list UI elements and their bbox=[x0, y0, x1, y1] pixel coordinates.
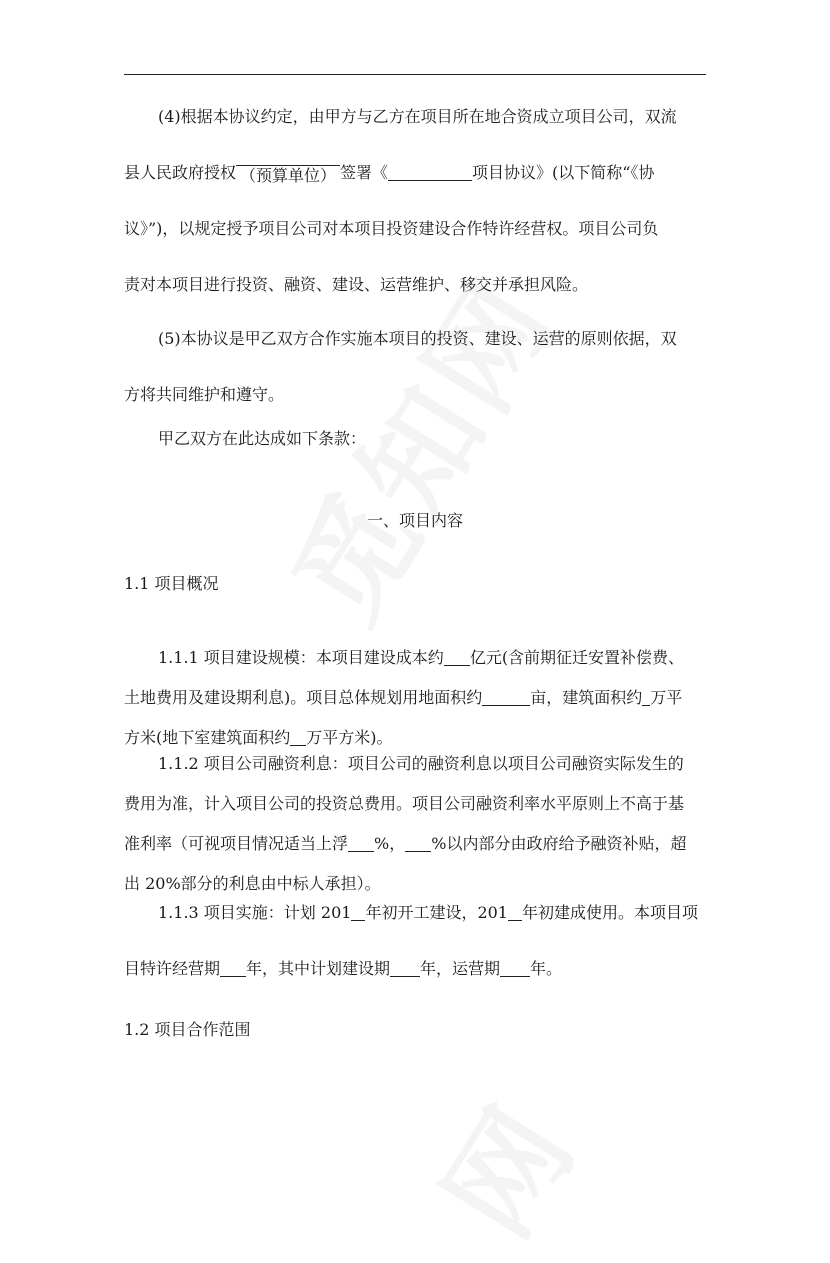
blank-start-year bbox=[351, 903, 365, 921]
text: 方米(地下室建筑面积约 bbox=[124, 728, 291, 747]
text: 1.1.1 项目建设规模：本项目建设成本约 bbox=[158, 648, 444, 667]
blank-rate-float bbox=[348, 834, 374, 852]
text: 1.1.3 项目实施：计划 201 bbox=[158, 903, 352, 922]
blank-rate-subsidy bbox=[405, 834, 431, 852]
clause-1-1-1 bbox=[124, 638, 708, 758]
clause-1-1-2 bbox=[124, 744, 708, 904]
subheading-1-1 bbox=[124, 556, 708, 612]
c112-line-1: 1.1.2 项目公司融资利息：项目公司的融资利息以项目公司融资实际发生的 bbox=[158, 754, 684, 773]
text: 土地费用及建设期利息)。项目总体规划用地面积约 bbox=[124, 688, 483, 707]
c111-line-1 bbox=[124, 638, 708, 678]
heading-text: 一、项目内容 bbox=[366, 511, 463, 530]
text: 年初开工建设，201 bbox=[365, 903, 508, 922]
watermark-fragment bbox=[397, 1067, 607, 1262]
p4-line-1: (4)根据本协议约定，由甲方与乙方在项目所在地合资成立项目公司，双流 bbox=[158, 107, 677, 126]
p4-line-4: 责对本项目进行投资、融资、建设、运营维护、移交并承担风险。 bbox=[124, 275, 589, 294]
text: 万平 bbox=[650, 688, 683, 707]
subheading-1-2 bbox=[124, 1002, 708, 1058]
text: 亩，建筑面积约 bbox=[530, 688, 643, 707]
blank-finish-year bbox=[508, 903, 522, 921]
clause-1-1-3 bbox=[124, 885, 708, 997]
unit-placeholder: （预算单位） bbox=[240, 165, 337, 185]
blank-project-name bbox=[388, 163, 472, 181]
text: 签署《 bbox=[340, 163, 389, 182]
text: 年，其中计划建设期 bbox=[246, 959, 391, 978]
c111-line-2 bbox=[124, 678, 708, 718]
sub12-text: 1.2 项目合作范围 bbox=[124, 1020, 251, 1039]
p4-line-3: 议》”)，以规定授予项目公司对本项目投资建设合作特许经营权。项目公司负 bbox=[124, 219, 659, 238]
text: 县人民政府授权 bbox=[124, 163, 237, 182]
p4-line-2 bbox=[124, 145, 708, 201]
text: 年初建成使用。本项目项 bbox=[521, 903, 698, 922]
blank-unit bbox=[236, 148, 340, 185]
c112-line-3 bbox=[124, 824, 708, 864]
header-rule bbox=[124, 74, 706, 75]
blank-concession-years bbox=[220, 959, 246, 977]
c113-line-1 bbox=[124, 885, 708, 941]
blank-cost bbox=[444, 648, 470, 666]
text: 目特许经营期 bbox=[124, 959, 221, 978]
c112-line-2: 费用为准，计入项目公司的投资总费用。项目公司融资利率水平原则上不高于基 bbox=[124, 794, 685, 813]
text: %， bbox=[374, 834, 406, 853]
blank-area-mu bbox=[482, 688, 530, 706]
p5-line-1: (5)本协议是甲乙双方合作实施本项目的投资、建设、运营的原则依据，双 bbox=[158, 329, 677, 348]
blank-build-years bbox=[390, 959, 420, 977]
p5-line-2: 方将共同维护和遵守。 bbox=[124, 385, 285, 404]
c112-line-4: 出 20%部分的利息由中标人承担）。 bbox=[124, 874, 381, 893]
text: 准利率（可视项目情况适当上浮 bbox=[124, 834, 349, 853]
text: 万平方米)。 bbox=[306, 728, 393, 747]
text: 亿元(含前期征迁安置补偿费、 bbox=[469, 648, 685, 667]
text: 年，运营期 bbox=[420, 959, 501, 978]
section-heading bbox=[124, 493, 706, 549]
text: %以内部分由政府给予融资补贴，超 bbox=[431, 834, 687, 853]
text: 项目协议》(以下简称“《协 bbox=[472, 163, 655, 182]
agreement-statement bbox=[124, 411, 708, 467]
text: 年。 bbox=[530, 959, 563, 978]
paragraph-5 bbox=[124, 311, 708, 423]
agree-line: 甲乙双方在此达成如下条款： bbox=[158, 429, 367, 448]
c113-line-2 bbox=[124, 941, 708, 997]
blank-operate-years bbox=[500, 959, 530, 977]
paragraph-4 bbox=[124, 89, 708, 313]
sub11-text: 1.1 项目概况 bbox=[124, 574, 219, 593]
